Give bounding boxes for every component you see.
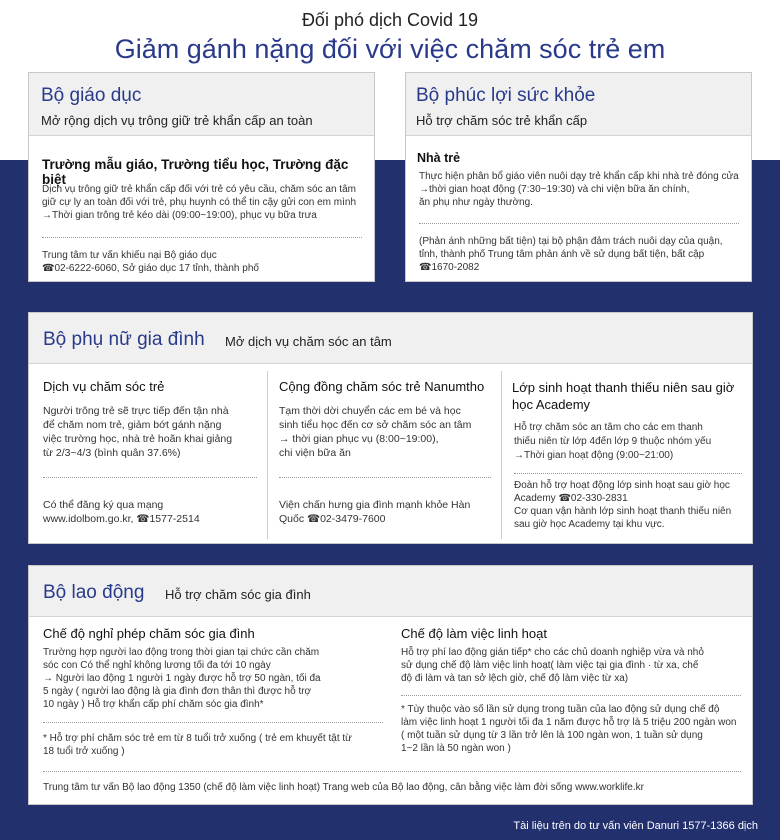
family-col-divider-2 bbox=[501, 371, 502, 539]
labor-col2-note: * Tùy thuộc vào số lần sử dụng trong tuần của lao động sử dụng chế độ làm việc linh hoạt 1 người tối đa 1 năm được hỗ trợ là 5 triệu 200 ngàn won ( một tuần sử dụng từ 3 lần trở lên là 100 ngàn won, 1 tuần sử dụng 1~2 lần là 50 ngàn won ) bbox=[401, 704, 737, 754]
labor-card bbox=[28, 565, 753, 805]
family-col2-contact: Viện chấn hưng gia đình mạnh khỏe Hàn Quốc ☎02-3479-7600 bbox=[279, 499, 471, 525]
family-card bbox=[28, 312, 753, 544]
family-col3-body: Hỗ trợ chăm sóc an tâm cho các em thanh thiếu niên từ lớp 4đến lớp 9 thuộc nhóm yếu →Thời gian hoạt động (9:00~21:00) bbox=[514, 422, 712, 461]
labor-ministry: Bộ lao động bbox=[43, 582, 145, 603]
health-divider bbox=[419, 223, 739, 224]
health-heading: Nhà trẻ bbox=[417, 151, 461, 165]
family-ministry: Bộ phụ nữ gia đình bbox=[43, 329, 205, 350]
labor-col1-heading: Chế độ nghỉ phép chăm sóc gia đình bbox=[43, 626, 255, 641]
education-contact: Trung tâm tư vấn khiếu nại Bộ giáo dục ☎02-6222-6060, Sở giáo dục 17 tỉnh, thành phố bbox=[42, 250, 259, 274]
family-col1-divider bbox=[43, 477, 257, 478]
labor-col2-heading: Chế độ làm việc linh hoạt bbox=[401, 626, 547, 641]
labor-contact-divider bbox=[43, 771, 741, 772]
labor-col1-divider bbox=[43, 722, 383, 723]
page-subtitle: Đối phó dịch Covid 19 bbox=[301, 10, 479, 30]
page-title: Giảm gánh nặng đối với việc chăm sóc trẻ em bbox=[114, 34, 666, 64]
family-col1-body: Người trông trẻ sẽ trực tiếp đến tận nhà để chăm nom trẻ, giảm bớt gánh nặng việc trường học, nhà trẻ hoãn khai giảng từ 2/3~4/3 (bình quân 37.6%) bbox=[43, 405, 233, 459]
family-col1-contact: Có thể đăng ký qua mạng www.idolbom.go.kr, ☎1577-2514 bbox=[43, 499, 200, 525]
family-col1-heading: Dịch vụ chăm sóc trẻ bbox=[43, 379, 165, 394]
education-summary: Mở rộng dịch vụ trông giữ trẻ khẩn cấp an toàn bbox=[41, 113, 313, 128]
family-summary: Mở dịch vụ chăm sóc an tâm bbox=[225, 334, 392, 349]
labor-col1-note: * Hỗ trợ phí chăm sóc trẻ em từ 8 tuổi trở xuống ( trẻ em khuyết tật từ 18 tuổi trở xuống ) bbox=[43, 733, 352, 757]
education-body: Dịch vụ trông giữ trẻ khẩn cấp đối với trẻ có yêu cầu, chăm sóc an tâm giữ cự ly an toàn đối với trẻ, phụ huynh có thể tin cậy gửi con em mình →Thời gian trông trẻ kéo dài (09:00~19:00), phục vụ bữa trưa bbox=[42, 184, 357, 221]
education-card bbox=[28, 72, 375, 282]
health-ministry: Bộ phúc lợi sức khỏe bbox=[416, 85, 596, 106]
family-col3-contact: Đoàn hỗ trợ hoạt động lớp sinh hoạt sau giờ học Academy ☎02-330-2831 Cơ quan vận hành lớp sinh hoạt thanh thiếu niên sau giờ học Academy tại khu vực. bbox=[514, 480, 732, 530]
health-contact: (Phản ánh những bất tiện) tại bộ phận đảm trách nuôi dạy của quận, tỉnh, thành phố Trung tâm phản ánh về sử dụng bất tiện, bất cập ☎1670-2082 bbox=[419, 236, 723, 273]
education-divider bbox=[42, 237, 362, 238]
labor-col2-body: Hỗ trợ phí lao động gián tiếp* cho các chủ doanh nghiệp vừa và nhỏ sử dụng chế độ làm việc linh hoạt( làm việc tại gia đình · từ xa, chế độ đi làm và tan sở lệch giờ, chế độ làm việc từ xa) bbox=[401, 647, 704, 684]
labor-col1-body: Trường hợp người lao động trong thời gian tại chức cần chăm sóc con Có thể nghỉ không lương tối đa tới 10 ngày → Người lao động 1 người 1 ngày được hỗ trợ 50 ngàn, tối đa 5 ngày ( người lao động là gia đình đơn thân thì được hỗ trợ 10 ngày ) Hỗ trợ khẩn cấp phí chăm sóc gia đình* bbox=[43, 647, 321, 710]
labor-col2-divider bbox=[401, 695, 741, 696]
family-col2-divider bbox=[279, 477, 491, 478]
family-col3-heading: Lớp sinh hoạt thanh thiếu niên sau giờ học Academy bbox=[512, 380, 735, 412]
education-ministry: Bộ giáo dục bbox=[41, 85, 142, 106]
health-body: Thực hiện phân bổ giáo viên nuôi dạy trẻ khẩn cấp khi nhà trẻ đóng cửa →thời gian hoạt động (7:30~19:30) và chi viện bữa ăn chính, ăn phụ như ngày thường. bbox=[419, 171, 739, 208]
family-col2-heading: Cộng đồng chăm sóc trẻ Nanumtho bbox=[279, 379, 485, 394]
education-heading: Trường mẫu giáo, Trường tiểu học, Trường đặc biệt bbox=[42, 157, 349, 187]
labor-summary: Hỗ trợ chăm sóc gia đình bbox=[165, 587, 311, 602]
family-col-divider-1 bbox=[267, 371, 268, 539]
labor-contact: Trung tâm tư vấn Bộ lao động 1350 (chế độ làm việc linh hoạt) Trang web của Bộ lao động, cân bằng việc làm đời sống www.worklife.kr bbox=[43, 782, 644, 793]
family-col3-divider bbox=[514, 473, 742, 474]
health-card bbox=[405, 72, 752, 282]
health-summary: Hỗ trợ chăm sóc trẻ khẩn cấp bbox=[416, 113, 588, 128]
family-col2-body: Tạm thời dời chuyển các em bé và học sinh tiểu học đến cơ sở chăm sóc an tâm → thời gian phục vụ (8:00~19:00), chi viện bữa ăn bbox=[279, 405, 472, 459]
footer-credit: Tài liệu trên do tư vấn viên Danuri 1577-1366 dịch bbox=[513, 820, 758, 832]
